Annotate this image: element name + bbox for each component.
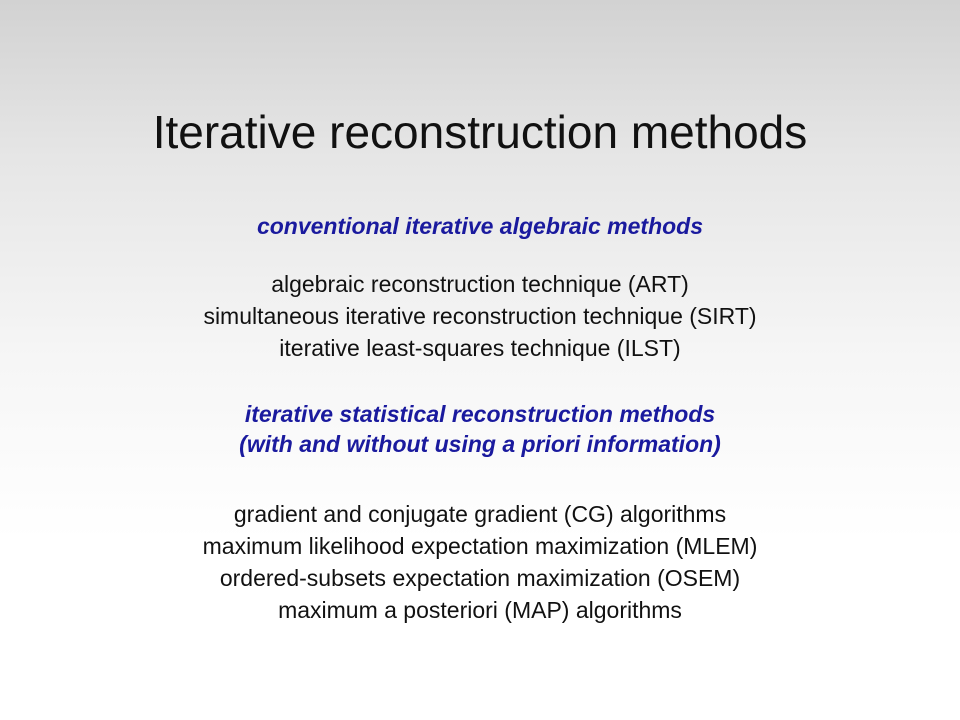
list-item: iterative least-squares technique (ILST) [279, 335, 681, 361]
list-item: gradient and conjugate gradient (CG) algorithms [233, 501, 727, 527]
section-heading-line: conventional iterative algebraic methods [256, 213, 704, 239]
section-heading-algebraic [0, 211, 960, 241]
list-item: simultaneous iterative reconstruction technique (SIRT) [203, 303, 757, 329]
list-item: algebraic reconstruction technique (ART) [271, 271, 689, 297]
section-heading-line: iterative statistical reconstruction methods [244, 401, 716, 427]
statistical-methods-list [0, 498, 960, 626]
list-item: ordered-subsets expectation maximization (OSEM) [219, 565, 741, 591]
slide-title: Iterative reconstruction methods [152, 106, 808, 158]
list-item: maximum likelihood expectation maximization (MLEM) [202, 533, 758, 559]
section-heading-statistical [0, 399, 960, 459]
algebraic-methods-list [0, 268, 960, 364]
section-heading-line: (with and without using a priori information) [239, 431, 721, 457]
list-item: maximum a posteriori (MAP) algorithms [278, 597, 682, 623]
